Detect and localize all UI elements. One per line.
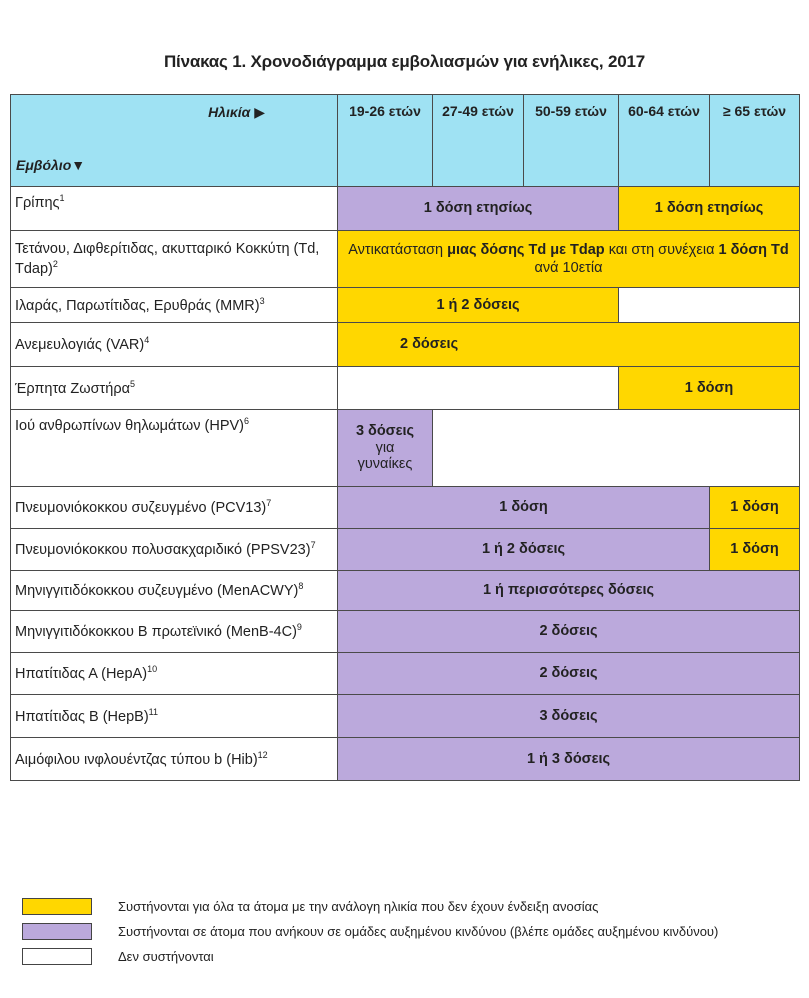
vaccine-name	[11, 187, 338, 231]
dose-text: 1 δόση ετησίως	[654, 200, 764, 217]
footnote-ref: 5	[129, 378, 135, 389]
dose-cell	[710, 487, 800, 529]
dose-cell	[338, 231, 800, 288]
vaccine-label: Ανεμευλογιάς (VAR)	[15, 336, 145, 353]
dose-text: 2 δόσεις	[400, 336, 459, 353]
footnote-ref: 7	[310, 540, 316, 551]
dose-text: 1 ή 2 δόσεις	[436, 296, 520, 313]
age-col-19-26: 19-26 ετών	[338, 95, 433, 187]
dose-cell	[338, 695, 800, 738]
footnote-ref: 11	[148, 706, 158, 717]
header-row	[11, 95, 800, 187]
dose-text: 1 δόση	[684, 379, 734, 396]
dose-text: για	[375, 439, 395, 456]
dose-text: Αντικατάσταση	[348, 241, 448, 258]
dose-cell	[338, 323, 800, 367]
header-corner-cell	[11, 95, 338, 187]
row-hepb	[11, 695, 800, 738]
empty-cell	[433, 410, 800, 487]
dose-cell	[338, 611, 800, 653]
row-td-tdap	[11, 231, 800, 288]
dose-text: 3 δόσεις	[539, 707, 598, 724]
vaccine-name	[11, 529, 338, 571]
dose-cell	[619, 367, 800, 410]
vaccine-name	[11, 487, 338, 529]
vaccine-label: Πνευμονιόκοκκου πολυσακχαριδικό (PPSV23)	[15, 541, 311, 558]
vaccine-name	[11, 611, 338, 653]
row-hepa	[11, 653, 800, 695]
vaccine-header-label: Εμβόλιο▼	[16, 157, 86, 173]
dose-text: και στη συνέχεια	[604, 241, 719, 258]
empty-cell	[338, 367, 619, 410]
dose-text: 3 δόσεις	[355, 422, 415, 439]
legend-label: Συστήνονται σε άτομα που ανήκουν σε ομάδες αυξημένου κινδύνου (βλέπε ομάδες αυξημένου κινδύνου)	[118, 923, 719, 939]
dose-text: ανά 10ετία	[534, 260, 603, 276]
dose-cell	[619, 187, 800, 231]
footnote-ref: 9	[296, 622, 302, 633]
dose-cell	[710, 529, 800, 571]
legend-item-risk	[22, 919, 718, 943]
row-ppsv23	[11, 529, 800, 571]
vaccine-name	[11, 695, 338, 738]
vaccine-label: Τετάνου, Διφθερίτιδας, ακυτταρικό Κοκκύτη (Td, Tdap)	[15, 241, 320, 277]
vaccine-label: Γρίπης	[15, 194, 60, 211]
footnote-ref: 3	[259, 295, 265, 306]
dose-text: 2 δόσεις	[539, 623, 598, 640]
empty-cell	[619, 288, 800, 323]
legend-swatch-yellow	[22, 898, 92, 915]
vaccine-name	[11, 288, 338, 323]
vaccine-label: Πνευμονιόκοκκου συζευγμένο (PCV13)	[15, 499, 267, 516]
dose-text: 1 δόση	[730, 499, 779, 516]
dose-text: γυναίκες	[357, 456, 413, 473]
dose-cell	[338, 738, 800, 781]
table-title: Πίνακας 1. Χρονοδιάγραμμα εμβολιασμών για ενήλικες, 2017	[163, 52, 645, 71]
vaccine-label: Μηνιγγιτιδόκοκκου Β πρωτεϊνικό (MenB-4C)	[15, 623, 297, 640]
row-hib	[11, 738, 800, 781]
legend-swatch-white	[22, 948, 92, 965]
footnote-ref: 8	[298, 581, 304, 592]
vaccination-schedule-table	[10, 94, 800, 781]
age-col-27-49: 27-49 ετών	[433, 95, 524, 187]
age-col-65-plus: ≥ 65 ετών	[710, 95, 800, 187]
dose-cell	[338, 529, 710, 571]
dose-text-bold: 1 δόση Td	[718, 241, 789, 258]
age-col-60-64: 60-64 ετών	[619, 95, 710, 187]
legend	[22, 894, 718, 969]
footnote-ref: 10	[147, 664, 158, 675]
legend-item-all	[22, 894, 718, 918]
dose-cell	[338, 571, 800, 611]
vaccine-name	[11, 410, 338, 487]
dose-text: 1 δόση	[499, 499, 548, 516]
vaccine-name	[11, 367, 338, 410]
legend-item-none	[22, 944, 718, 968]
footnote-ref: 6	[244, 416, 250, 426]
vaccine-name	[11, 323, 338, 367]
vaccine-label: Ηπατίτιδας Β (HepB)	[15, 708, 149, 725]
footnote-ref: 1	[59, 193, 65, 203]
row-hpv	[11, 410, 800, 487]
dose-cell	[338, 288, 619, 323]
legend-label: Δεν συστήνονται	[118, 948, 214, 964]
row-pcv13	[11, 487, 800, 529]
vaccine-name	[11, 738, 338, 781]
dose-text: 1 δόση ετησίως	[423, 200, 533, 217]
dose-cell	[338, 410, 433, 487]
vaccine-name	[11, 653, 338, 695]
vaccine-label: Ιλαράς, Παρωτίτιδας, Ερυθράς (MMR)	[15, 297, 260, 314]
dose-text: 2 δόσεις	[539, 665, 598, 682]
dose-text: 1 δόση	[730, 541, 779, 558]
legend-label: Συστήνονται για όλα τα άτομα με την ανάλογη ηλικία που δεν έχουν ένδειξη ανοσίας	[118, 898, 599, 914]
footnote-ref: 2	[52, 258, 58, 269]
dose-cell	[338, 653, 800, 695]
dose-text: 1 ή 2 δόσεις	[481, 541, 566, 558]
age-header-label: Ηλικία ▶	[208, 104, 265, 120]
dose-cell	[338, 187, 619, 231]
row-influenza	[11, 187, 800, 231]
dose-text-bold: μιας δόσης Td με Tdap	[447, 241, 605, 258]
vaccine-label: Αιμόφιλου ινφλουέντζας τύπου b (Hib)	[15, 751, 258, 768]
footnote-ref: 12	[257, 749, 268, 760]
row-mmr	[11, 288, 800, 323]
row-menacwy	[11, 571, 800, 611]
row-varicella	[11, 323, 800, 367]
age-col-50-59: 50-59 ετών	[524, 95, 619, 187]
vaccine-name	[11, 571, 338, 611]
row-zoster	[11, 367, 800, 410]
vaccine-label: Έρπητα Ζωστήρα	[15, 380, 130, 397]
legend-swatch-purple	[22, 923, 92, 940]
footnote-ref: 4	[144, 335, 150, 346]
dose-text: 1 ή 3 δόσεις	[526, 750, 611, 767]
vaccine-name	[11, 231, 338, 288]
vaccine-label: Μηνιγγιτιδόκοκκου συζευγμένο (MenACWY)	[15, 582, 299, 599]
dose-cell	[338, 487, 710, 529]
dose-text: 1 ή περισσότερες δόσεις	[482, 582, 655, 599]
footnote-ref: 7	[266, 498, 272, 509]
row-menb	[11, 611, 800, 653]
vaccine-label: Ιού ανθρωπίνων θηλωμάτων (HPV)	[15, 417, 244, 434]
vaccine-label: Ηπατίτιδας Α (HepA)	[15, 665, 148, 682]
